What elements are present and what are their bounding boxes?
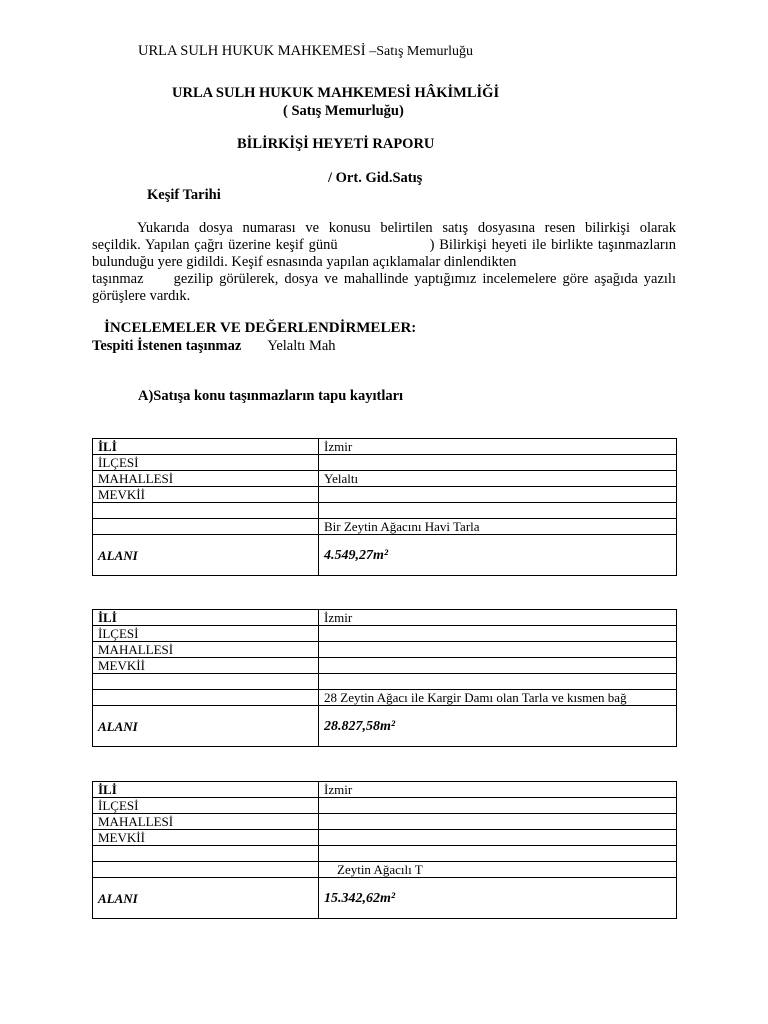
label-empty bbox=[93, 846, 319, 862]
label-empty bbox=[93, 862, 319, 878]
table-row bbox=[93, 535, 677, 576]
value-il: İzmir bbox=[319, 782, 677, 798]
property-value: Yelaltı Mah bbox=[267, 338, 336, 354]
header-court: URLA SULH HUKUK MAHKEMESİ bbox=[138, 43, 366, 59]
label-il: İLİ bbox=[93, 610, 319, 626]
value-mahalle bbox=[319, 642, 677, 658]
label-mevki: MEVKİİ bbox=[93, 658, 319, 674]
label-il: İLİ bbox=[93, 439, 319, 455]
value-description: Bir Zeytin Ağacını Havi Tarla bbox=[319, 519, 677, 535]
value-extra bbox=[319, 846, 677, 862]
record-table-1 bbox=[92, 438, 677, 576]
table-row bbox=[93, 862, 677, 878]
label-mevki: MEVKİİ bbox=[93, 830, 319, 846]
body-line-2a: seçildik. Yapılan çağrı üzerine keşif günü bbox=[92, 237, 338, 253]
label-empty bbox=[93, 674, 319, 690]
table-row bbox=[93, 830, 677, 846]
record-table-2 bbox=[92, 609, 677, 747]
table-row bbox=[93, 782, 677, 798]
table-row bbox=[93, 878, 677, 919]
value-extra bbox=[319, 674, 677, 690]
label-empty bbox=[93, 519, 319, 535]
label-alan: ALANI bbox=[93, 535, 319, 576]
label-empty bbox=[93, 690, 319, 706]
table-row bbox=[93, 706, 677, 747]
value-description: Zeytin Ağacılı T bbox=[319, 862, 677, 878]
table-row bbox=[93, 519, 677, 535]
inspection-date-label: Keşif Tarihi bbox=[147, 187, 221, 203]
value-mevki bbox=[319, 658, 677, 674]
label-mahalle: MAHALLESİ bbox=[93, 471, 319, 487]
label-alan: ALANI bbox=[93, 878, 319, 919]
table-row bbox=[93, 487, 677, 503]
table-row bbox=[93, 455, 677, 471]
label-alan: ALANI bbox=[93, 706, 319, 747]
records-title: A)Satışa konu taşınmazların tapu kayıtları bbox=[138, 388, 404, 404]
label-ilce: İLÇESİ bbox=[93, 626, 319, 642]
value-extra bbox=[319, 503, 677, 519]
court-title: URLA SULH HUKUK MAHKEMESİ HÂKİMLİĞİ bbox=[172, 85, 500, 101]
record-table-3 bbox=[92, 781, 677, 919]
value-mahalle bbox=[319, 814, 677, 830]
body-line-4: taşınmaz gezilip görülerek, dosya ve mahallinde yaptığımız incelemelere göre aşağıda yazılı bbox=[92, 271, 676, 287]
table-row bbox=[93, 610, 677, 626]
report-title: BİLİRKİŞİ HEYETİ RAPORU bbox=[237, 136, 435, 152]
value-ilce bbox=[319, 455, 677, 471]
property-label: Tespiti İstenen taşınmaz bbox=[92, 338, 242, 354]
table-row bbox=[93, 798, 677, 814]
body-line-5: görüşlere vardık. bbox=[92, 288, 191, 304]
table-row bbox=[93, 814, 677, 830]
value-area: 15.342,62m² bbox=[319, 878, 677, 919]
table-row bbox=[93, 503, 677, 519]
value-area: 28.827,58m² bbox=[319, 706, 677, 747]
label-ilce: İLÇESİ bbox=[93, 455, 319, 471]
property-line bbox=[92, 338, 336, 355]
value-description: 28 Zeytin Ağacı ile Kargir Damı olan Tarla ve kısmen bağ bbox=[319, 690, 677, 706]
value-ilce bbox=[319, 798, 677, 814]
label-il: İLİ bbox=[93, 782, 319, 798]
value-mahalle: Yelaltı bbox=[319, 471, 677, 487]
label-mahalle: MAHALLESİ bbox=[93, 642, 319, 658]
office-title: ( Satış Memurluğu) bbox=[283, 103, 404, 119]
table-row bbox=[93, 626, 677, 642]
value-ilce bbox=[319, 626, 677, 642]
label-mahalle: MAHALLESİ bbox=[93, 814, 319, 830]
label-ilce: İLÇESİ bbox=[93, 798, 319, 814]
page-header bbox=[138, 43, 473, 60]
body-line-3: bulunduğu yere gidildi. Keşif esnasında yapılan açıklamalar dinlendikten bbox=[92, 254, 517, 270]
header-office: –Satış Memurluğu bbox=[369, 44, 474, 59]
value-il: İzmir bbox=[319, 439, 677, 455]
table-row bbox=[93, 846, 677, 862]
body-line-1: Yukarıda dosya numarası ve konusu belirtilen satış dosyasına resen bilirkişi olarak bbox=[137, 220, 676, 236]
label-mevki: MEVKİİ bbox=[93, 487, 319, 503]
value-mevki bbox=[319, 487, 677, 503]
body-line-2 bbox=[92, 237, 676, 254]
table-row bbox=[93, 690, 677, 706]
evaluations-heading: İNCELEMELER VE DEĞERLENDİRMELER: bbox=[104, 320, 417, 336]
value-mevki bbox=[319, 830, 677, 846]
body-line-2b: ) Bilirkişi heyeti ile birlikte taşınmazların bbox=[429, 237, 676, 253]
value-area: 4.549,27m² bbox=[319, 535, 677, 576]
table-row bbox=[93, 658, 677, 674]
table-row bbox=[93, 642, 677, 658]
table-row bbox=[93, 674, 677, 690]
case-type: / Ort. Gid.Satış bbox=[328, 170, 423, 186]
table-row bbox=[93, 439, 677, 455]
label-empty bbox=[93, 503, 319, 519]
value-il: İzmir bbox=[319, 610, 677, 626]
table-row bbox=[93, 471, 677, 487]
